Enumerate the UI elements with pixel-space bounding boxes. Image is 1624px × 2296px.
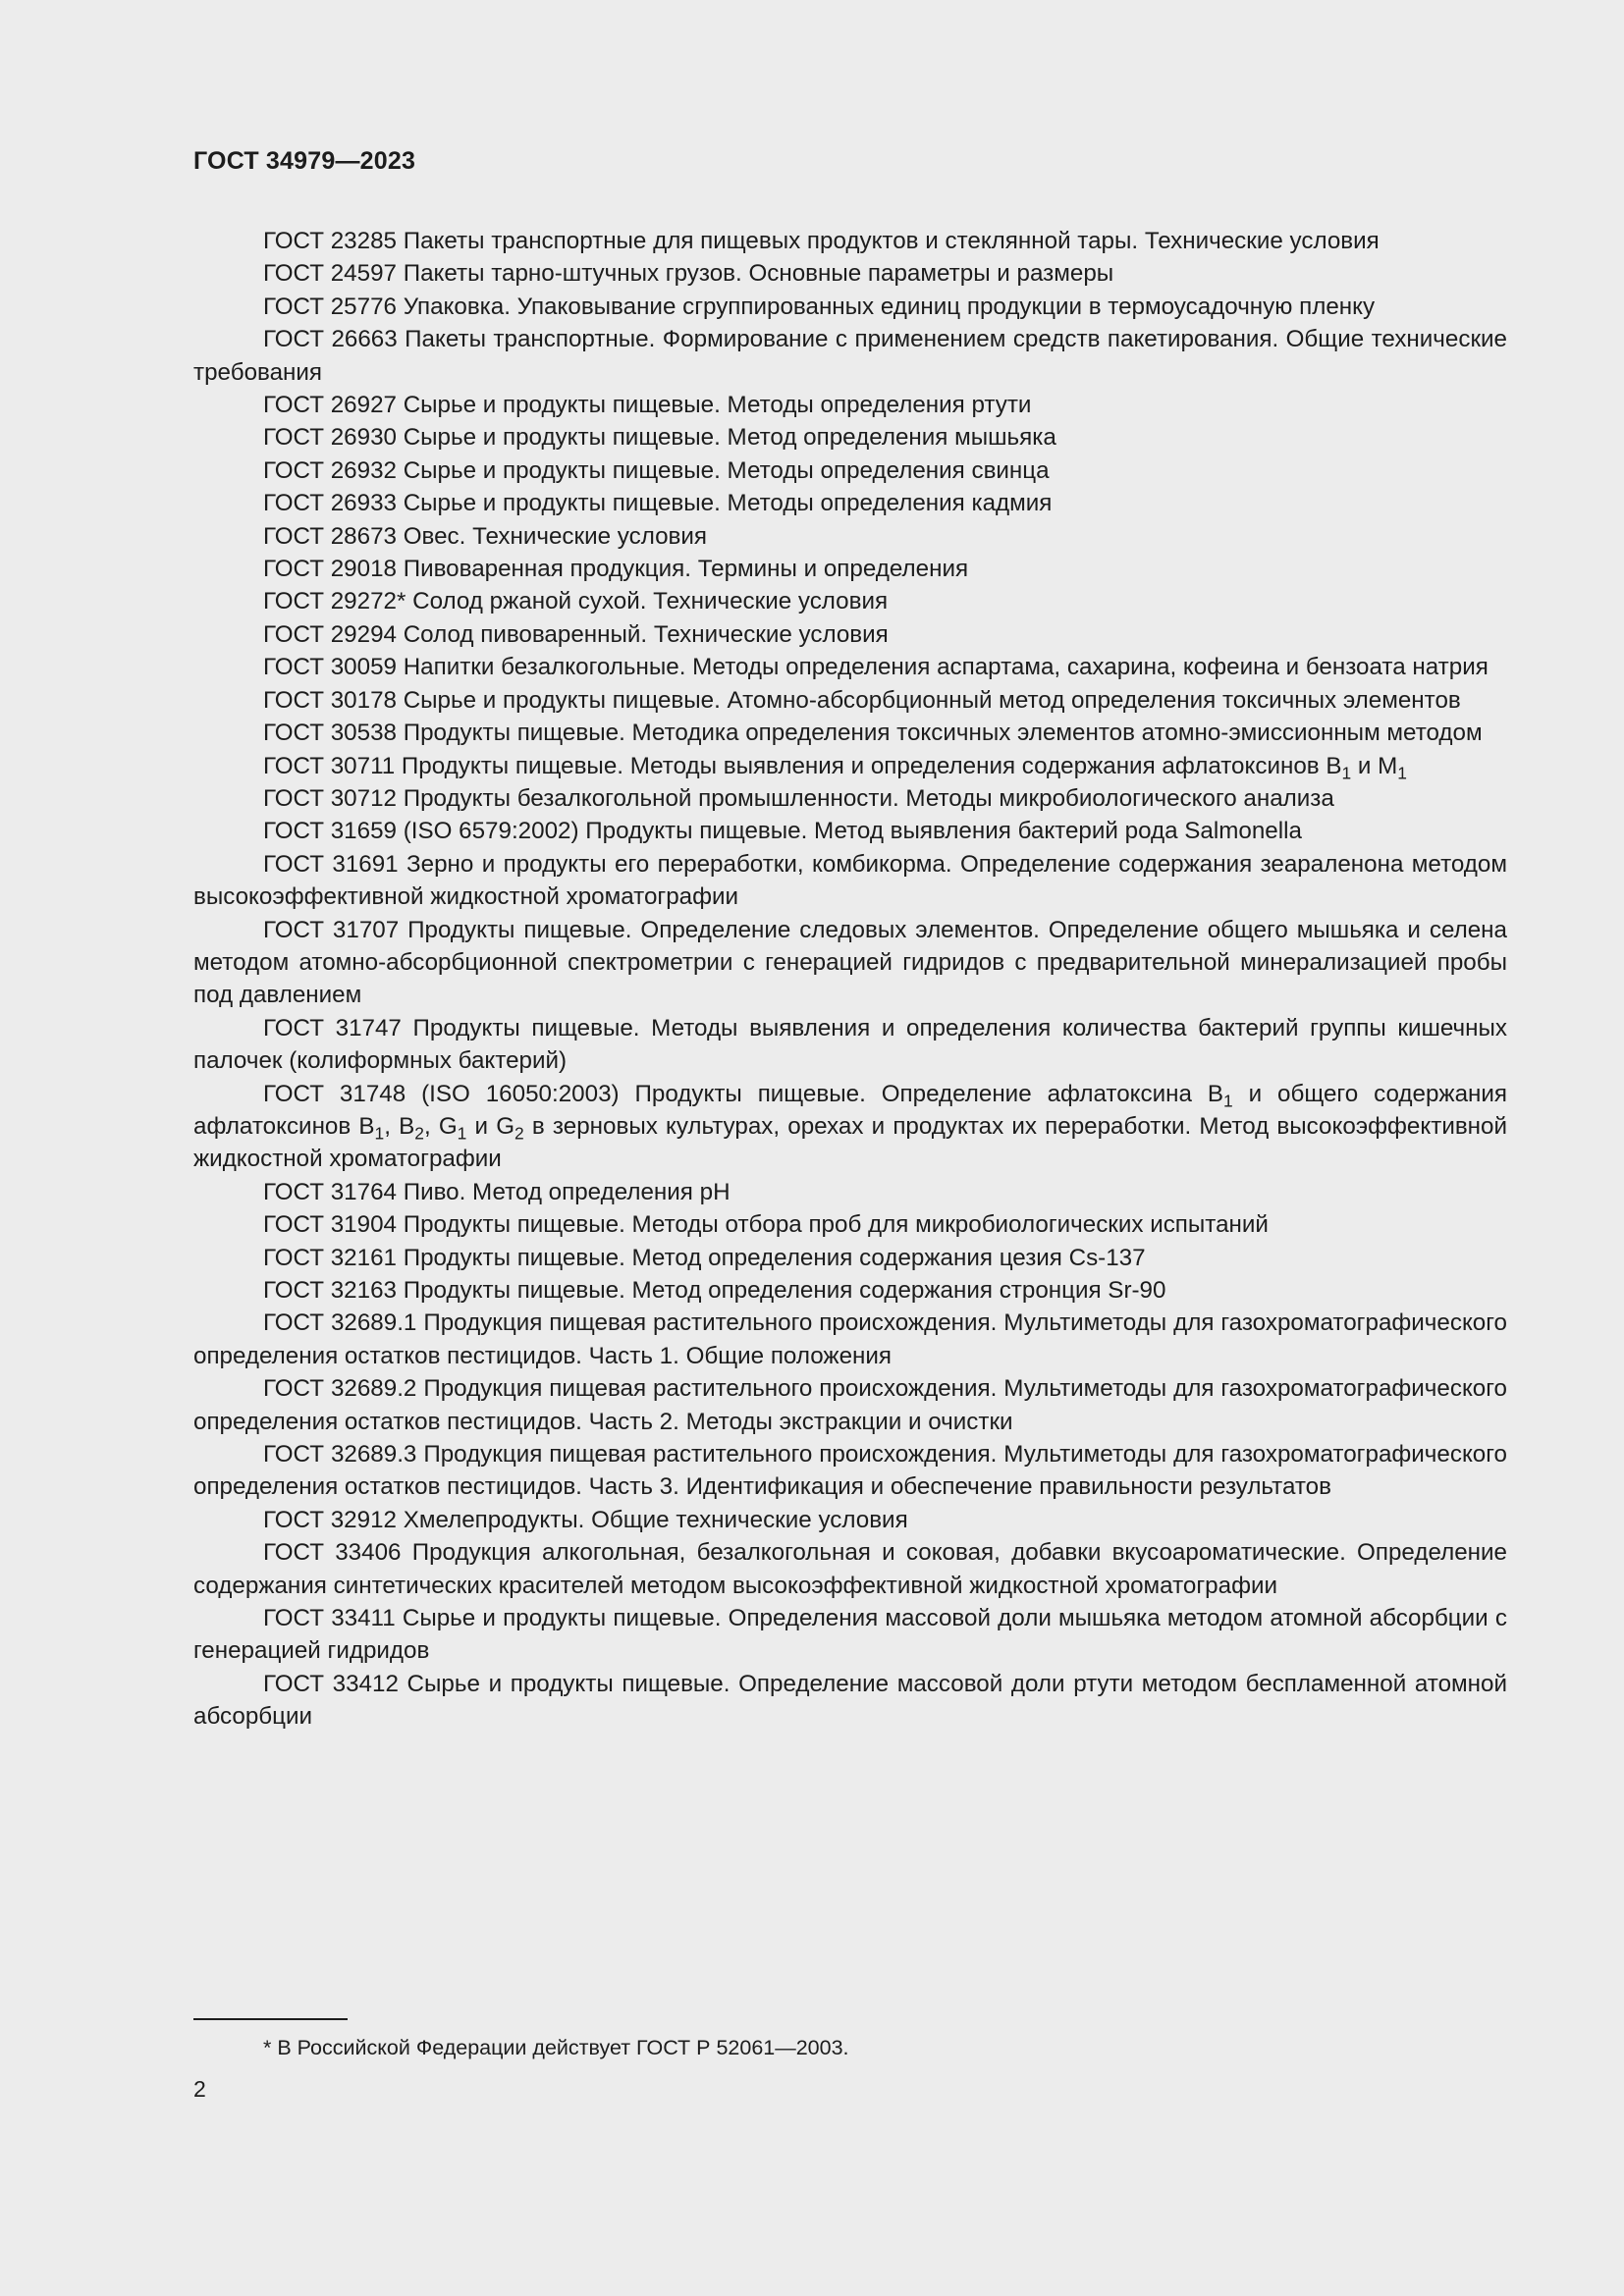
- reference-subscript: 2: [514, 1123, 524, 1144]
- reference-text: в зерновых культурах, орехах и продуктах их переработки. Метод высокоэффективной жидкостной хроматографии: [193, 1112, 1508, 1173]
- reference-text: ГОСТ 32912 Хмелепродукты. Общие технические условия: [263, 1506, 908, 1533]
- footnote-separator: [193, 2018, 348, 2020]
- reference-entry: [193, 782, 1507, 815]
- reference-text: ГОСТ 32689.1 Продукция пищевая растительного происхождения. Мультиметоды для газохроматографического определения остатков пестицидов. Часть 1. Общие положения: [193, 1309, 1507, 1369]
- reference-subscript: 1: [1397, 763, 1407, 783]
- reference-entry: [193, 487, 1507, 519]
- reference-entry: [193, 454, 1507, 487]
- reference-text: ГОСТ 33411 Сырье и продукты пищевые. Определения массовой доли мышьяка методом атомной абсорбции с генерацией гидридов: [193, 1605, 1507, 1665]
- reference-entry: [193, 421, 1507, 454]
- footnote: * В Российской Федерации действует ГОСТ Р 52061—2003.: [263, 2036, 849, 2059]
- normative-references-list: [193, 225, 1507, 1734]
- reference-text: ГОСТ 33406 Продукция алкогольная, безалкогольная и соковая, добавки вкусоароматические. Определение содержания синтетических красителей методом высокоэффективной жидкостной хроматографии: [193, 1539, 1507, 1599]
- reference-entry: [193, 914, 1507, 1012]
- reference-subscript: 1: [457, 1123, 467, 1144]
- reference-entry: [193, 1274, 1507, 1307]
- reference-text: ГОСТ 29272* Солод ржаной сухой. Технические условия: [263, 588, 889, 615]
- reference-subscript: 1: [1223, 1091, 1233, 1111]
- reference-entry: [193, 618, 1507, 651]
- reference-text: и M: [1351, 752, 1398, 779]
- reference-text: ГОСТ 24597 Пакеты тарно-штучных грузов. Основные параметры и размеры: [263, 260, 1114, 288]
- reference-text: ГОСТ 26932 Сырье и продукты пищевые. Методы определения свинца: [263, 456, 1050, 484]
- reference-text: ГОСТ 32163 Продукты пищевые. Метод определения содержания стронция Sr-90: [263, 1277, 1166, 1304]
- reference-entry: [193, 553, 1507, 585]
- reference-text: ГОСТ 26663 Пакеты транспортные. Формирование с применением средств пакетирования. Общие технические требования: [193, 326, 1507, 386]
- reference-text: ГОСТ 30538 Продукты пищевые. Методика определения токсичных элементов атомно-эмиссионным методом: [263, 720, 1483, 747]
- reference-entry: [193, 1536, 1507, 1602]
- reference-text: ГОСТ 30711 Продукты пищевые. Методы выявления и определения содержания афлатоксинов B: [263, 752, 1342, 779]
- reference-entry: [193, 815, 1507, 847]
- reference-text: ГОСТ 26933 Сырье и продукты пищевые. Методы определения кадмия: [263, 490, 1053, 517]
- reference-text: ГОСТ 32689.2 Продукция пищевая растительного происхождения. Мультиметоды для газохроматографического определения остатков пестицидов. Часть 2. Методы экстракции и очистки: [193, 1375, 1507, 1435]
- reference-text: ГОСТ 25776 Упаковка. Упаковывание сгруппированных единиц продукции в термоусадочную пленку: [263, 293, 1376, 320]
- reference-text: ГОСТ 31707 Продукты пищевые. Определение следовых элементов. Определение общего мышьяка и селена методом атомно-абсорбционной спектрометрии с генерацией гидридов с предварительной минерализацией пробы под давлением: [193, 916, 1507, 1009]
- reference-text: ГОСТ 30712 Продукты безалкогольной промышленности. Методы микробиологического анализа: [263, 784, 1334, 812]
- reference-text: ГОСТ 26930 Сырье и продукты пищевые. Метод определения мышьяка: [263, 424, 1056, 452]
- reference-text: ГОСТ 23285 Пакеты транспортные для пищевых продуктов и стеклянной тары. Технические условия: [263, 228, 1380, 254]
- reference-text: и G: [466, 1112, 515, 1140]
- reference-entry: [193, 520, 1507, 553]
- reference-entry: [193, 1208, 1507, 1241]
- reference-entry: [193, 848, 1507, 914]
- reference-text: ГОСТ 31764 Пиво. Метод определения pH: [263, 1178, 731, 1205]
- reference-text: ГОСТ 32161 Продукты пищевые. Метод определения содержания цезия Cs-137: [263, 1244, 1146, 1271]
- reference-text: ГОСТ 28673 Овес. Технические условия: [263, 522, 707, 550]
- reference-entry: [193, 257, 1507, 290]
- reference-text: ГОСТ 31748 (ISO 16050:2003) Продукты пищевые. Определение афлатоксина B: [263, 1080, 1223, 1107]
- reference-entry: [193, 1078, 1507, 1176]
- reference-entry: [193, 1307, 1507, 1372]
- reference-text: ГОСТ 29018 Пивоваренная продукция. Термины и определения: [263, 556, 969, 583]
- reference-text: ГОСТ 32689.3 Продукция пищевая растительного происхождения. Мультиметоды для газохроматографического определения остатков пестицидов. Часть 3. Идентификация и обеспечение правильности результатов: [193, 1441, 1507, 1501]
- reference-subscript: 2: [414, 1123, 424, 1144]
- reference-entry: [193, 1602, 1507, 1668]
- reference-text: ГОСТ 33412 Сырье и продукты пищевые. Определение массовой доли ртути методом беспламенной атомной абсорбции: [193, 1670, 1507, 1731]
- reference-entry: [193, 1504, 1507, 1536]
- reference-text: ГОСТ 31691 Зерно и продукты его переработки, комбикорма. Определение содержания зеараленона методом высокоэффективной жидкостной хроматографии: [193, 850, 1507, 911]
- reference-entry: [193, 1012, 1507, 1078]
- reference-subscript: 1: [374, 1123, 385, 1144]
- page-number: 2: [193, 2076, 206, 2102]
- reference-entry: [193, 651, 1507, 683]
- reference-text: ГОСТ 31659 (ISO 6579:2002) Продукты пищевые. Метод выявления бактерий рода Salmonella: [263, 818, 1302, 845]
- reference-entry: [193, 1668, 1507, 1734]
- reference-text: ГОСТ 30178 Сырье и продукты пищевые. Атомно-абсорбционный метод определения токсичных элементов: [263, 686, 1461, 714]
- reference-text: ГОСТ 29294 Солод пивоваренный. Технические условия: [263, 620, 889, 648]
- reference-entry: [193, 585, 1507, 617]
- reference-text: ГОСТ 31747 Продукты пищевые. Методы выявления и определения количества бактерий группы кишечных палочек (колиформных бактерий): [193, 1014, 1507, 1075]
- reference-entry: [193, 1438, 1507, 1504]
- reference-entry: [193, 291, 1507, 323]
- reference-entry: [193, 1176, 1507, 1208]
- reference-text: , G: [423, 1112, 458, 1140]
- reference-entry: [193, 389, 1507, 421]
- reference-entry: [193, 1372, 1507, 1438]
- reference-text: ГОСТ 30059 Напитки безалкогольные. Методы определения аспартама, сахарина, кофеина и бензоата натрия: [263, 654, 1489, 681]
- document-header: ГОСТ 34979—2023: [193, 147, 416, 175]
- reference-text: и общего содержания афлатоксинов B: [193, 1080, 1507, 1140]
- reference-entry: [193, 684, 1507, 717]
- reference-entry: [193, 323, 1507, 389]
- reference-text: , B: [384, 1112, 415, 1140]
- reference-text: ГОСТ 31904 Продукты пищевые. Методы отбора проб для микробиологических испытаний: [263, 1211, 1269, 1239]
- reference-entry: [193, 750, 1507, 782]
- reference-subscript: 1: [1341, 763, 1352, 783]
- reference-text: ГОСТ 26927 Сырье и продукты пищевые. Методы определения ртути: [263, 392, 1032, 419]
- reference-entry: [193, 717, 1507, 749]
- reference-entry: [193, 1242, 1507, 1274]
- reference-entry: [193, 225, 1507, 257]
